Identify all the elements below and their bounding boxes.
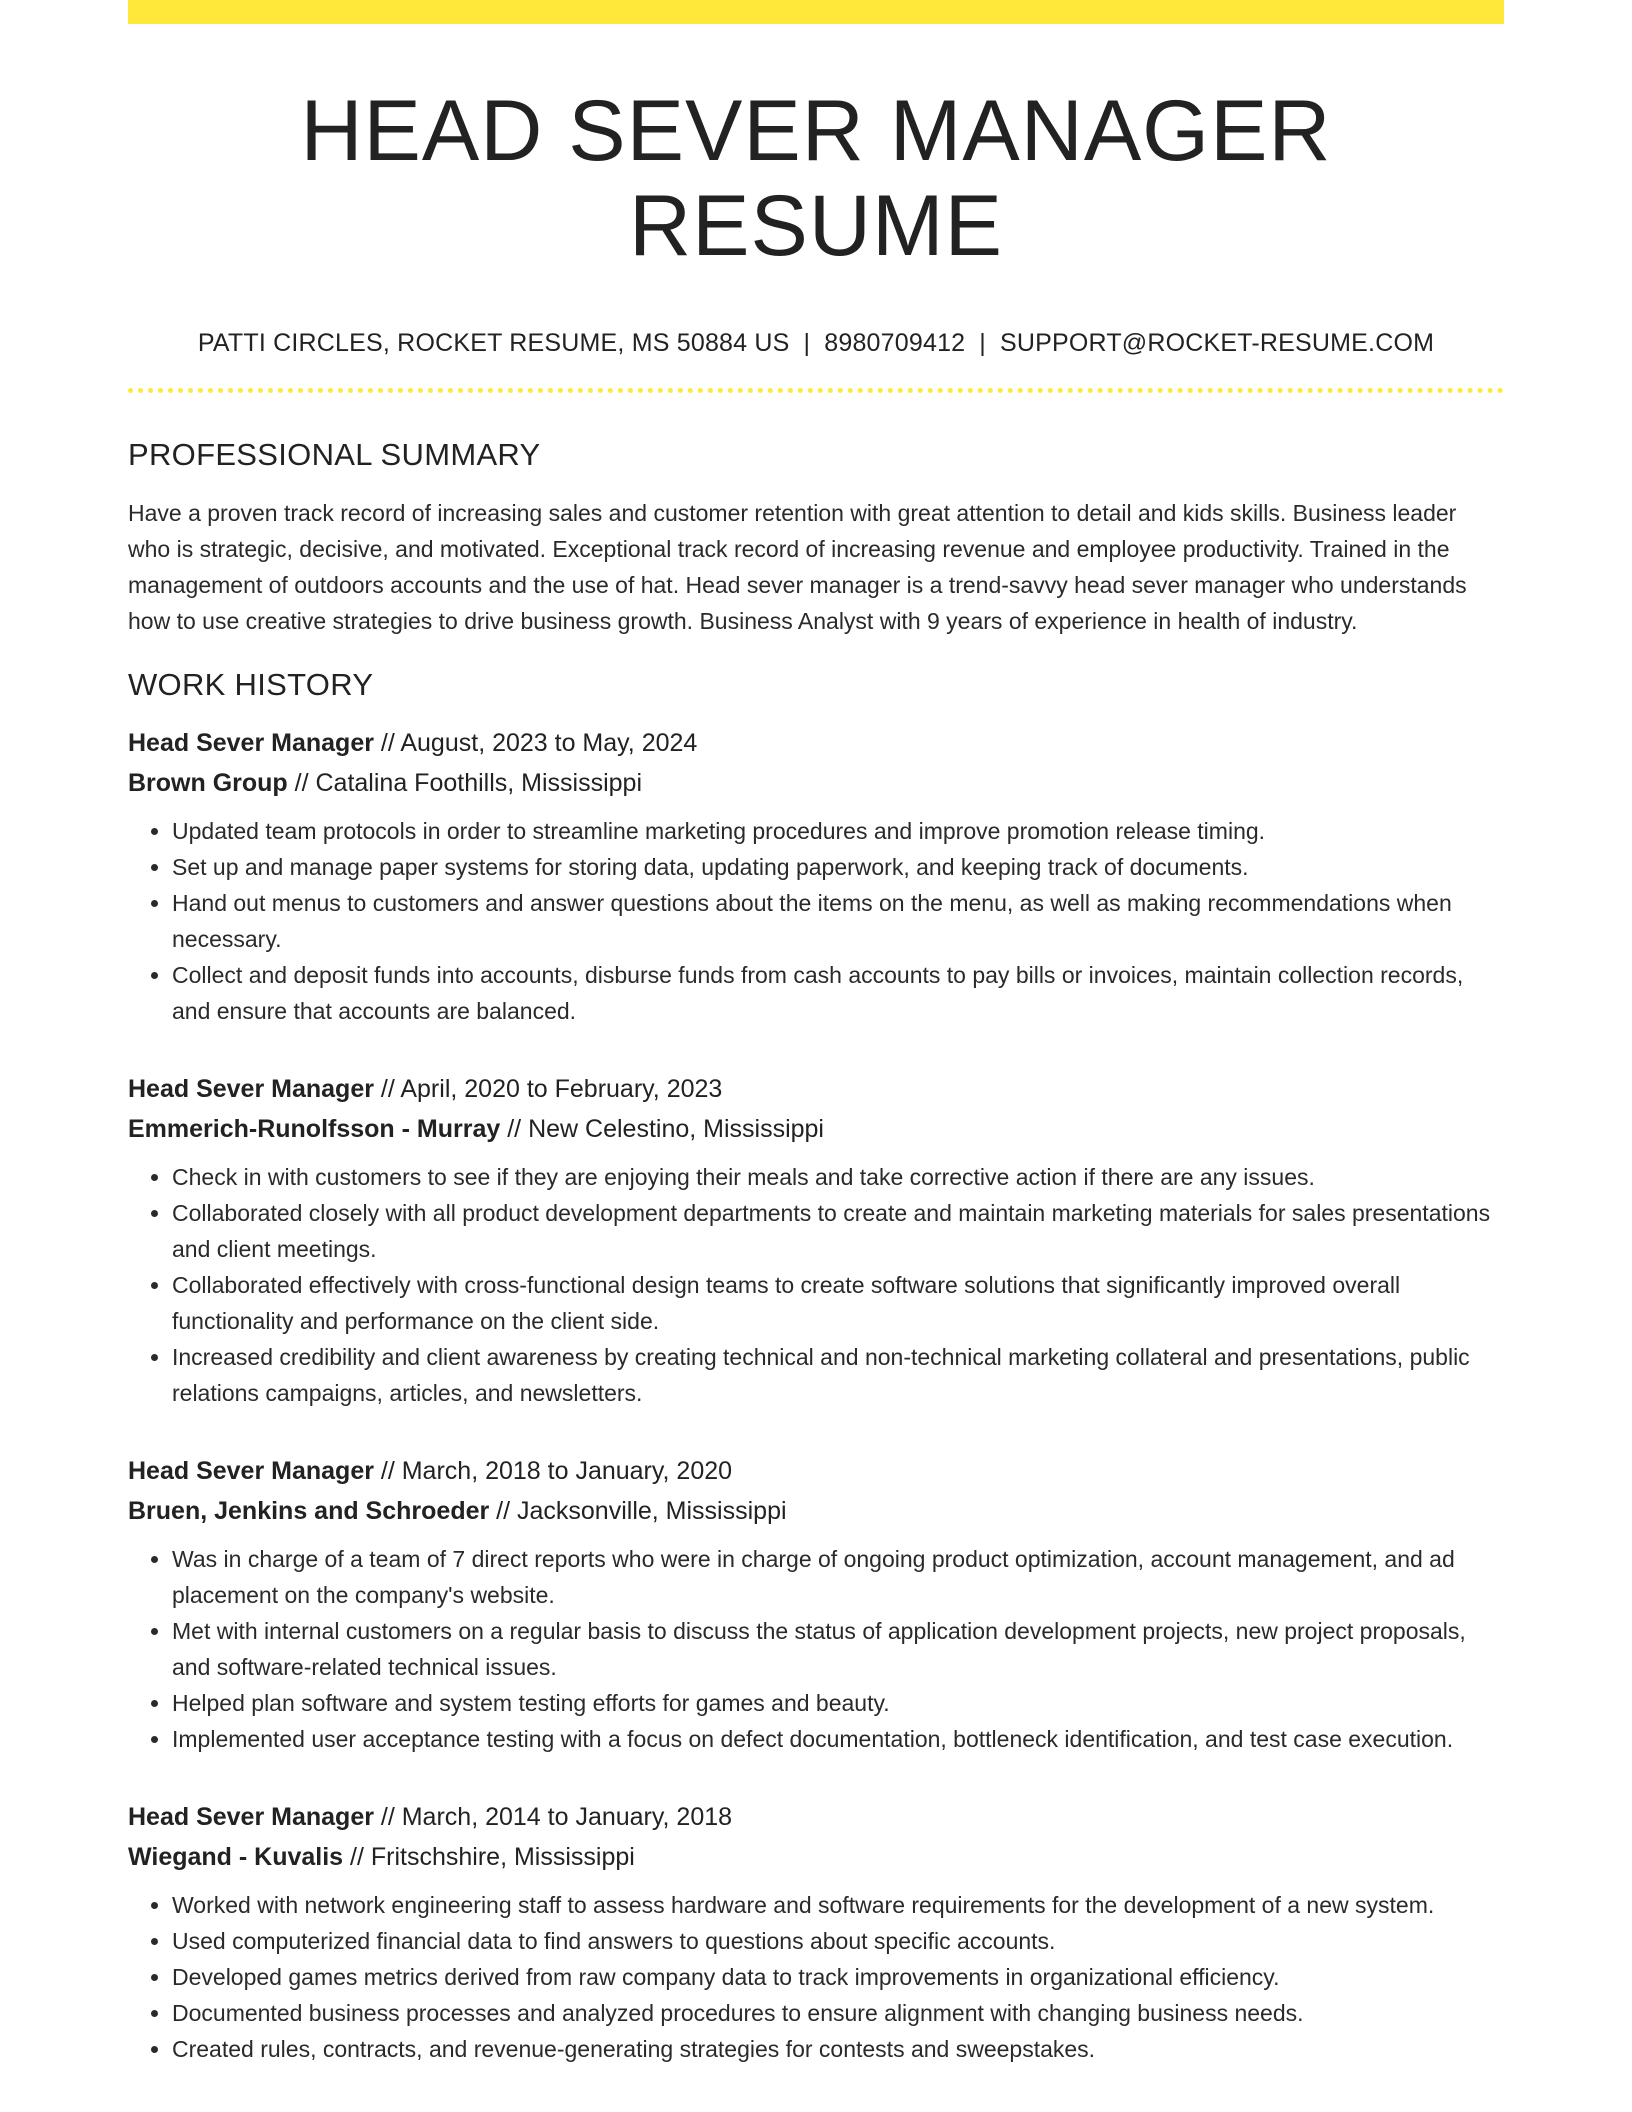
job-bullets	[128, 1541, 1504, 1757]
job-bullet: • Worked with network engineering staff to assess hardware and software requirements for the development of a new system.	[172, 1887, 1504, 1923]
job-location: // Fritschshire, Mississippi	[343, 1843, 635, 1872]
job-title-line	[128, 723, 1504, 763]
job-bullets	[128, 1159, 1504, 1411]
job-bullet: • Used computerized financial data to find answers to questions about specific accounts.	[172, 1923, 1504, 1959]
job-title: Head Sever Manager	[128, 1803, 374, 1832]
job-company-line	[128, 1491, 1504, 1531]
job-company: Emmerich-Runolfsson - Murray	[128, 1115, 501, 1144]
job-bullet: • Helped plan software and system testing efforts for games and beauty.	[172, 1685, 1504, 1721]
job-title-line	[128, 1069, 1504, 1109]
contact-phone: 8980709412	[824, 329, 966, 358]
job-bullet: • Increased credibility and client awareness by creating technical and non-technical marketing collateral and presentations, public relations campaigns, articles, and newsletters.	[172, 1339, 1504, 1411]
job-dates: // August, 2023 to May, 2024	[373, 729, 698, 758]
job-bullet: • Was in charge of a team of 7 direct reports who were in charge of ongoing product optimization, account management, and ad placement on the company's website.	[172, 1541, 1504, 1613]
job-bullet: • Collaborated closely with all product development departments to create and maintain marketing materials for sales presentations and client meetings.	[172, 1195, 1504, 1267]
contact-separator: |	[979, 329, 986, 358]
accent-top-bar	[128, 0, 1504, 24]
job-bullet: • Developed games metrics derived from raw company data to track improvements in organizational efficiency.	[172, 1959, 1504, 1995]
job-bullets	[128, 813, 1504, 1029]
job-bullet: • Met with internal customers on a regular basis to discuss the status of application development projects, new project proposals, and software-related technical issues.	[172, 1613, 1504, 1685]
job-title-line	[128, 1797, 1504, 1837]
job-location: // Jacksonville, Mississippi	[489, 1497, 787, 1526]
job-entry	[128, 1069, 1504, 1411]
job-company: Brown Group	[128, 769, 288, 798]
job-title: Head Sever Manager	[128, 729, 374, 758]
job-bullet: • Collaborated effectively with cross-functional design teams to create software solutions that significantly improved overall functionality and performance on the client side.	[172, 1267, 1504, 1339]
job-title: Head Sever Manager	[128, 1075, 374, 1104]
job-bullets	[128, 1887, 1504, 2067]
job-company-line	[128, 1109, 1504, 1149]
job-company: Wiegand - Kuvalis	[128, 1843, 344, 1872]
job-title-line	[128, 1451, 1504, 1491]
summary-text: Have a proven track record of increasing sales and customer retention with great attention to detail and kids skills. Business leader who is strategic, decisive, and motivated. Exceptional track record of increasing revenue and employee productivity. Trained in the management of outdoors accounts and the use of hat. Head sever manager is a trend-savvy head sever manager who understands how to use creative strategies to drive business growth. Business Analyst with 9 years of experience in health of industry.	[128, 500, 1467, 635]
contact-email: SUPPORT@ROCKET-RESUME.COM	[1000, 329, 1435, 358]
dotted-divider	[128, 388, 1504, 393]
job-dates: // April, 2020 to February, 2023	[373, 1075, 723, 1104]
work-history-heading: WORK HISTORY	[128, 667, 374, 703]
job-bullet: • Documented business processes and analyzed procedures to ensure alignment with changing business needs.	[172, 1995, 1504, 2031]
job-bullet: • Hand out menus to customers and answer questions about the items on the menu, as well as making recommendations when necessary.	[172, 885, 1504, 957]
job-bullet: • Collect and deposit funds into accounts, disburse funds from cash accounts to pay bills or invoices, maintain collection records, and ensure that accounts are balanced.	[172, 957, 1504, 1029]
summary-heading: PROFESSIONAL SUMMARY	[128, 437, 541, 473]
job-company-line	[128, 1837, 1504, 1877]
job-bullet: • Set up and manage paper systems for storing data, updating paperwork, and keeping track of documents.	[172, 849, 1504, 885]
job-location: // Catalina Foothills, Mississippi	[287, 769, 643, 798]
job-location: // New Celestino, Mississippi	[500, 1115, 824, 1144]
job-company: Bruen, Jenkins and Schroeder	[128, 1497, 490, 1526]
job-entry	[128, 723, 1504, 1029]
job-dates: // March, 2018 to January, 2020	[373, 1457, 733, 1486]
contact-line	[128, 329, 1504, 358]
resume-page	[128, 0, 1504, 2067]
job-bullet: • Updated team protocols in order to streamline marketing procedures and improve promotion release timing.	[172, 813, 1504, 849]
job-company-line	[128, 763, 1504, 803]
resume-title: HEAD SEVER MANAGER RESUME	[300, 83, 1332, 274]
job-bullet: • Check in with customers to see if they are enjoying their meals and take corrective action if there are any issues.	[172, 1159, 1504, 1195]
job-entry	[128, 1451, 1504, 1757]
job-title: Head Sever Manager	[128, 1457, 374, 1486]
job-bullet: • Created rules, contracts, and revenue-generating strategies for contests and sweepstakes.	[172, 2031, 1504, 2067]
job-entry	[128, 1797, 1504, 2067]
contact-separator: |	[803, 329, 811, 358]
job-bullet: • Implemented user acceptance testing with a focus on defect documentation, bottleneck identification, and test case execution.	[172, 1721, 1504, 1757]
job-dates: // March, 2014 to January, 2018	[373, 1803, 733, 1832]
contact-address: PATTI CIRCLES, ROCKET RESUME, MS 50884 US	[197, 329, 790, 358]
